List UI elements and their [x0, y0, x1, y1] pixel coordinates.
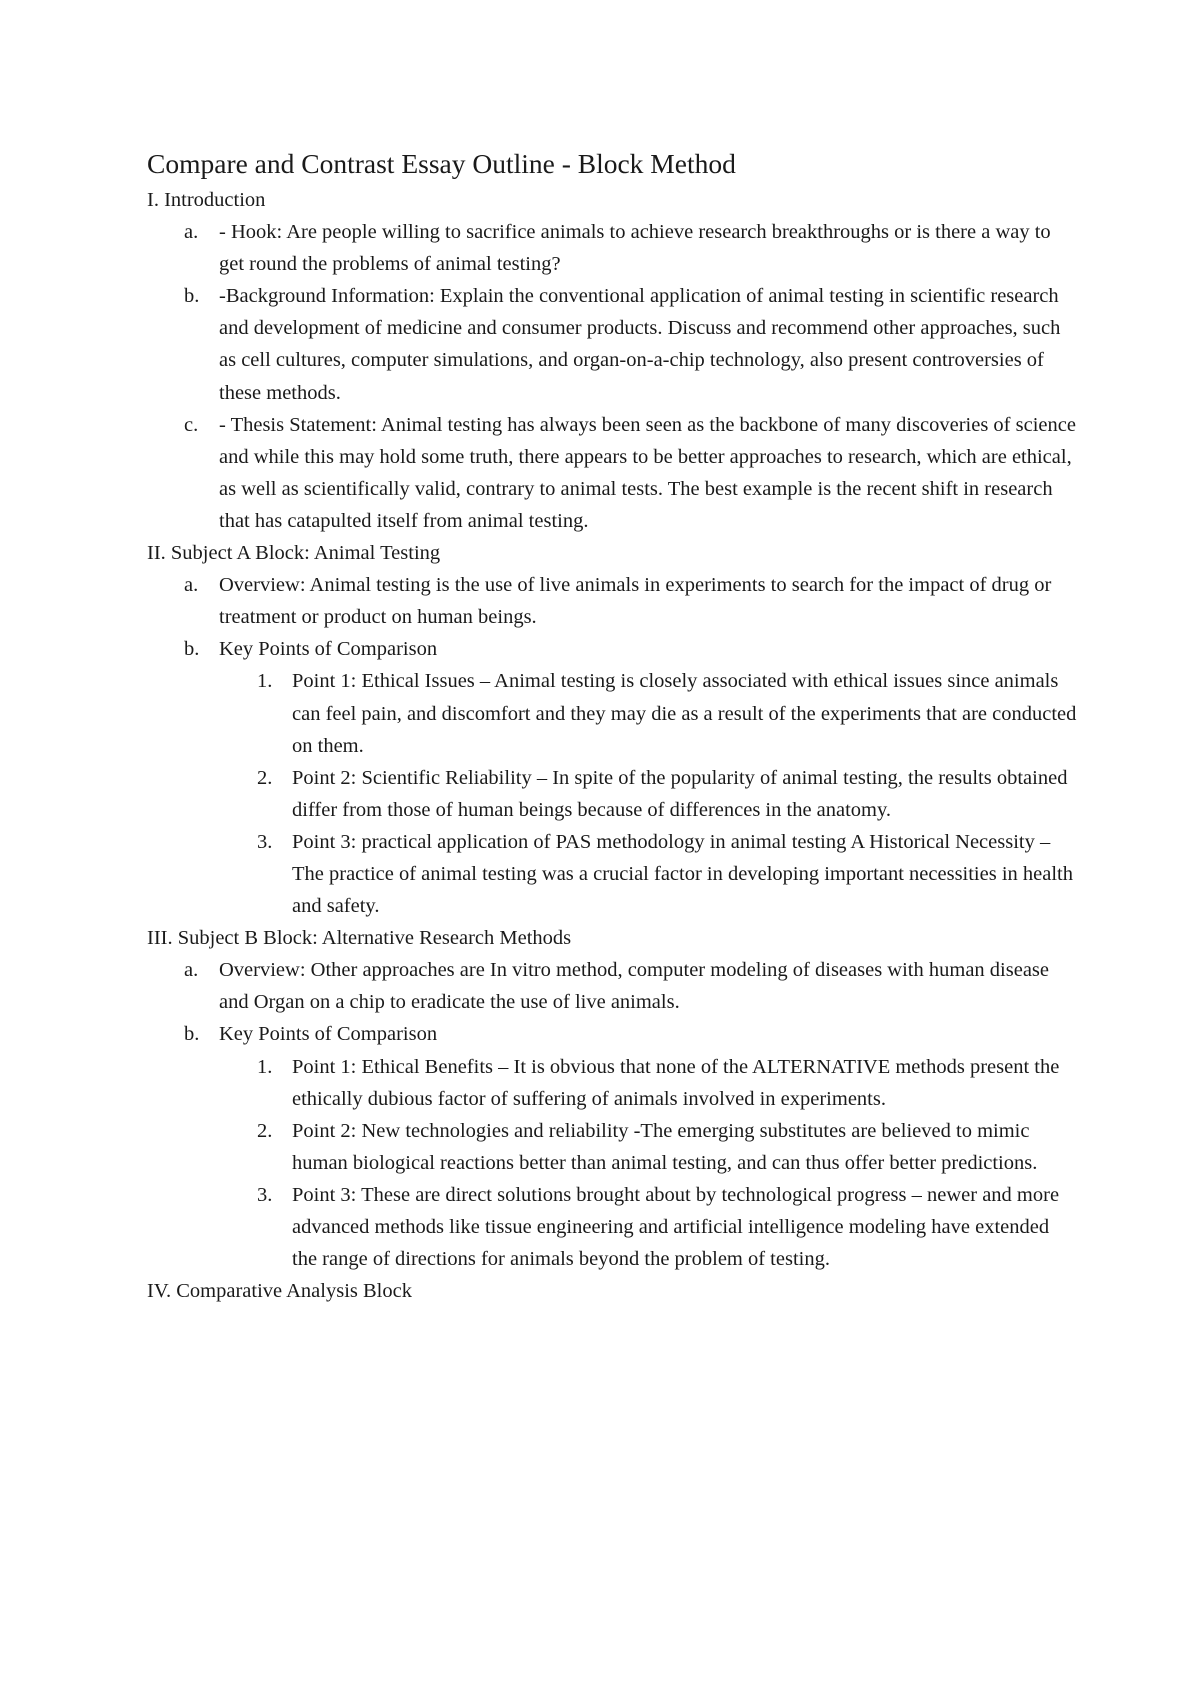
section-heading: I. Introduction: [147, 189, 266, 211]
list-item-text: Overview: Other approaches are In vitro method, computer modeling of diseases with human disease and Organ on a chip to eradicate the use of live animals.: [219, 959, 1049, 1014]
list-marker: 2.: [257, 1119, 273, 1142]
list-marker: b.: [184, 638, 200, 661]
list-item-text: Point 2: New technologies and reliability -The emerging substitutes are believed to mimic human biological reactions better than animal testing, and can thus offer better predictions.: [292, 1119, 1038, 1174]
section-comparative-analysis: [147, 1275, 1077, 1307]
list-item: [147, 280, 1077, 408]
list-item-text: Overview: Animal testing is the use of live animals in experiments to search for the impact of drug or treatment or product on human beings.: [219, 574, 1052, 629]
list-marker: a.: [184, 574, 199, 597]
list-item-text: Point 2: Scientific Reliability – In spite of the popularity of animal testing, the results obtained differ from those of human beings because of differences in the anatomy.: [292, 766, 1068, 821]
document-page: [147, 146, 1077, 1307]
list-item-text: Point 3: These are direct solutions brought about by technological progress – newer and more advanced methods like tissue engineering and artificial intelligence modeling have extended the range of directions for animals beyond the problem of testing.: [292, 1183, 1060, 1271]
list-item: [147, 633, 1077, 665]
list-marker: 1.: [257, 1055, 273, 1078]
list-item-text: - Thesis Statement: Animal testing has always been seen as the backbone of many discoveries of science and while this may hold some truth, there appears to be better approaches to research, which are ethical, as well as scientifically valid, contrary to animal tests. The best example is the recent shift in research that has catapulted itself from animal testing.: [219, 413, 1076, 532]
section-heading: III. Subject B Block: Alternative Research Methods: [147, 927, 572, 950]
list-marker: b.: [184, 285, 200, 308]
sub-list-item: [147, 1051, 1077, 1115]
list-item-text: Point 3: practical application of PAS methodology in animal testing A Historical Necessity – The practice of animal testing was a crucial factor in developing important necessities in health and safety.: [292, 830, 1073, 918]
list-marker: a.: [184, 959, 199, 982]
section-subject-b: [147, 922, 1077, 1275]
section-heading: IV. Comparative Analysis Block: [147, 1280, 412, 1303]
sub-list-item: [147, 665, 1077, 761]
list-item-text: Key Points of Comparison: [219, 1023, 438, 1046]
list-item-text: Key Points of Comparison: [219, 638, 438, 661]
list-item-text: Point 1: Ethical Issues – Animal testing is closely associated with ethical issues since animals can feel pain, and discomfort and they may die as a result of the experiments that are conducted on them.: [292, 670, 1077, 757]
list-marker: 2.: [257, 766, 273, 789]
list-item-text: -Background Information: Explain the conventional application of animal testing in scientific research and development of medicine and consumer products. Discuss and recommend other approaches, such as cell cultures, computer simulations, and organ-on-a-chip technology, also present controversies of these methods.: [219, 285, 1061, 404]
list-item-text: - Hook: Are people willing to sacrifice animals to achieve research breakthroughs or is there a way to get round the problems of animal testing?: [219, 221, 1051, 276]
list-marker: c.: [184, 413, 199, 436]
sub-list-item: [147, 1115, 1077, 1179]
document-title: Compare and Contrast Essay Outline - Block Method: [147, 148, 736, 179]
section-heading: II. Subject A Block: Animal Testing: [147, 542, 441, 565]
list-item-text: Point 1: Ethical Benefits – It is obvious that none of the ALTERNATIVE methods present the ethically dubious factor of suffering of animals involved in experiments.: [292, 1055, 1060, 1110]
sub-list-item: [147, 762, 1077, 826]
sub-list-item: [147, 826, 1077, 922]
section-introduction: [147, 184, 1077, 537]
sub-list-item: [147, 1179, 1077, 1275]
list-marker: 3.: [257, 1183, 273, 1206]
section-subject-a: [147, 537, 1077, 922]
list-marker: a.: [184, 221, 199, 244]
list-item: [147, 1018, 1077, 1050]
list-item: [147, 954, 1077, 1018]
list-marker: 3.: [257, 830, 273, 853]
list-marker: 1.: [257, 670, 273, 693]
list-marker: b.: [184, 1023, 200, 1046]
list-item: [147, 409, 1077, 537]
list-item: [147, 569, 1077, 633]
list-item: [147, 216, 1077, 280]
